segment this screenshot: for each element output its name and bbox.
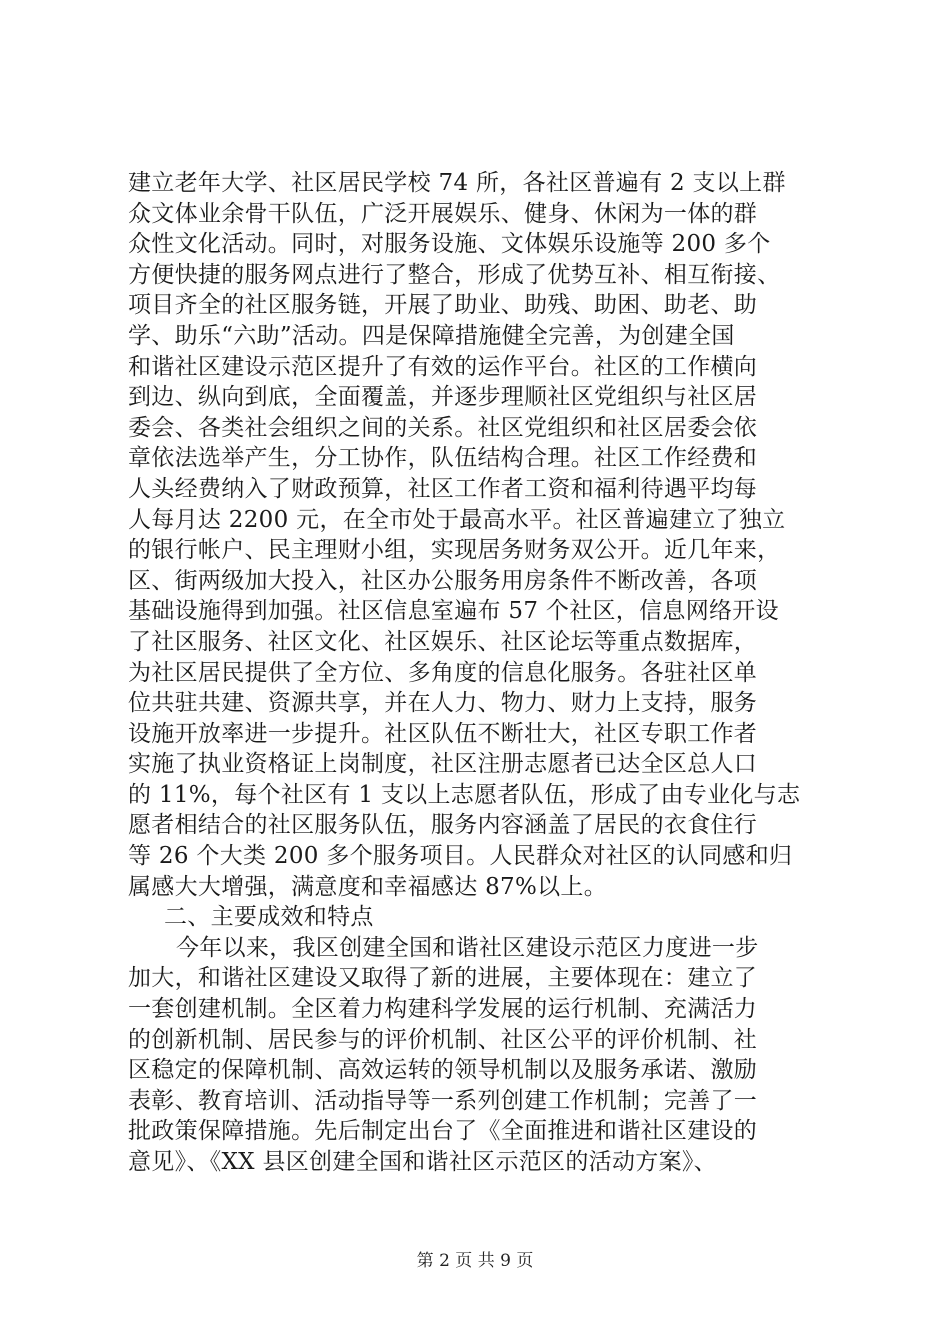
text-line: 位共驻共建、资源共享，并在人力、物力、财力上支持，服务 xyxy=(128,690,758,717)
text-line: 了社区服务、社区文化、社区娱乐、社区论坛等重点数据库， xyxy=(128,628,758,655)
text-line: 建立老年大学、社区居民学校 74 所，各社区普遍有 2 支以上群 xyxy=(128,170,786,196)
text-line: 学、助乐“六助”活动。四是保障措施健全完善，为创建全国 xyxy=(128,322,735,349)
paragraph-2 xyxy=(128,933,828,1178)
text-line: 一套创建机制。全区着力构建科学发展的运行机制、充满活力 xyxy=(128,996,758,1023)
text-line: 设施开放率进一步提升。社区队伍不断壮大，社区专职工作者 xyxy=(128,720,758,747)
text-line: 加大，和谐社区建设又取得了新的进展，主要体现在：建立了 xyxy=(128,965,758,992)
text-line: 和谐社区建设示范区提升了有效的运作平台。社区的工作横向 xyxy=(128,353,758,380)
text-line: 批政策保障措施。先后制定出台了《全面推进和谐社区建设的 xyxy=(128,1118,758,1145)
text-line: 众性文化活动。同时，对服务设施、文体娱乐设施等 200 多个 xyxy=(128,231,771,258)
document-body xyxy=(128,168,828,1178)
text-line: 区、街两级加大投入，社区办公服务用房条件不断改善，各项 xyxy=(128,567,758,594)
text-line: 愿者相结合的社区服务队伍，服务内容涵盖了居民的衣食住行 xyxy=(128,812,758,839)
text-line: 的 11%，每个社区有 1 支以上志愿者队伍，形成了由专业化与志 xyxy=(128,781,801,808)
text-line: 为社区居民提供了全方位、多角度的信息化服务。各驻社区单 xyxy=(128,659,758,686)
text-line: 表彰、教育培训、活动指导等一系列创建工作机制；完善了一 xyxy=(128,1087,758,1114)
text-line: 基础设施得到加强。社区信息室遍布 57 个社区，信息网络开设 xyxy=(128,598,779,625)
text-line: 章依法选举产生，分工协作，队伍结构合理。社区工作经费和 xyxy=(128,445,758,472)
section-heading: 二、主要成效和特点 xyxy=(164,904,374,931)
text-line: 等 26 个大类 200 多个服务项目。人民群众对社区的认同感和归 xyxy=(128,843,793,870)
text-line: 到边、纵向到底，全面覆盖，并逐步理顺社区党组织与社区居 xyxy=(128,384,758,411)
paragraph-1 xyxy=(128,168,828,902)
text-line: 方便快捷的服务网点进行了整合，形成了优势互补、相互衔接、 xyxy=(128,261,781,288)
text-line: 区稳定的保障机制、高效运转的领导机制以及服务承诺、激励 xyxy=(128,1057,758,1084)
text-line: 的银行帐户、民主理财小组，实现居务财务双公开。近几年来， xyxy=(128,537,781,564)
text-line: 意见》、《XX 县区创建全国和谐社区示范区的活动方案》、 xyxy=(128,1149,717,1175)
text-line: 委会、各类社会组织之间的关系。社区党组织和社区居委会依 xyxy=(128,414,758,441)
text-line: 众文体业余骨干队伍，广泛开展娱乐、健身、休闲为一体的群 xyxy=(128,200,758,227)
text-line: 实施了执业资格证上岗制度，社区注册志愿者已达全区总人口 xyxy=(128,751,758,778)
text-line: 人头经费纳入了财政预算，社区工作者工资和福利待遇平均每 xyxy=(128,475,758,502)
text-line: 人每月达 2200 元，在全市处于最高水平。社区普遍建立了独立 xyxy=(128,506,786,533)
text-line: 今年以来，我区创建全国和谐社区建设示范区力度进一步 xyxy=(176,934,759,961)
text-line: 属感大大增强，满意度和幸福感达 87%以上。 xyxy=(128,873,608,900)
page-number-footer: 第 2 页 共 9 页 xyxy=(416,1251,534,1271)
text-line: 项目齐全的社区服务链，开展了助业、助残、助困、助老、助 xyxy=(128,292,758,319)
text-line: 的创新机制、居民参与的评价机制、社区公平的评价机制、社 xyxy=(128,1026,758,1053)
